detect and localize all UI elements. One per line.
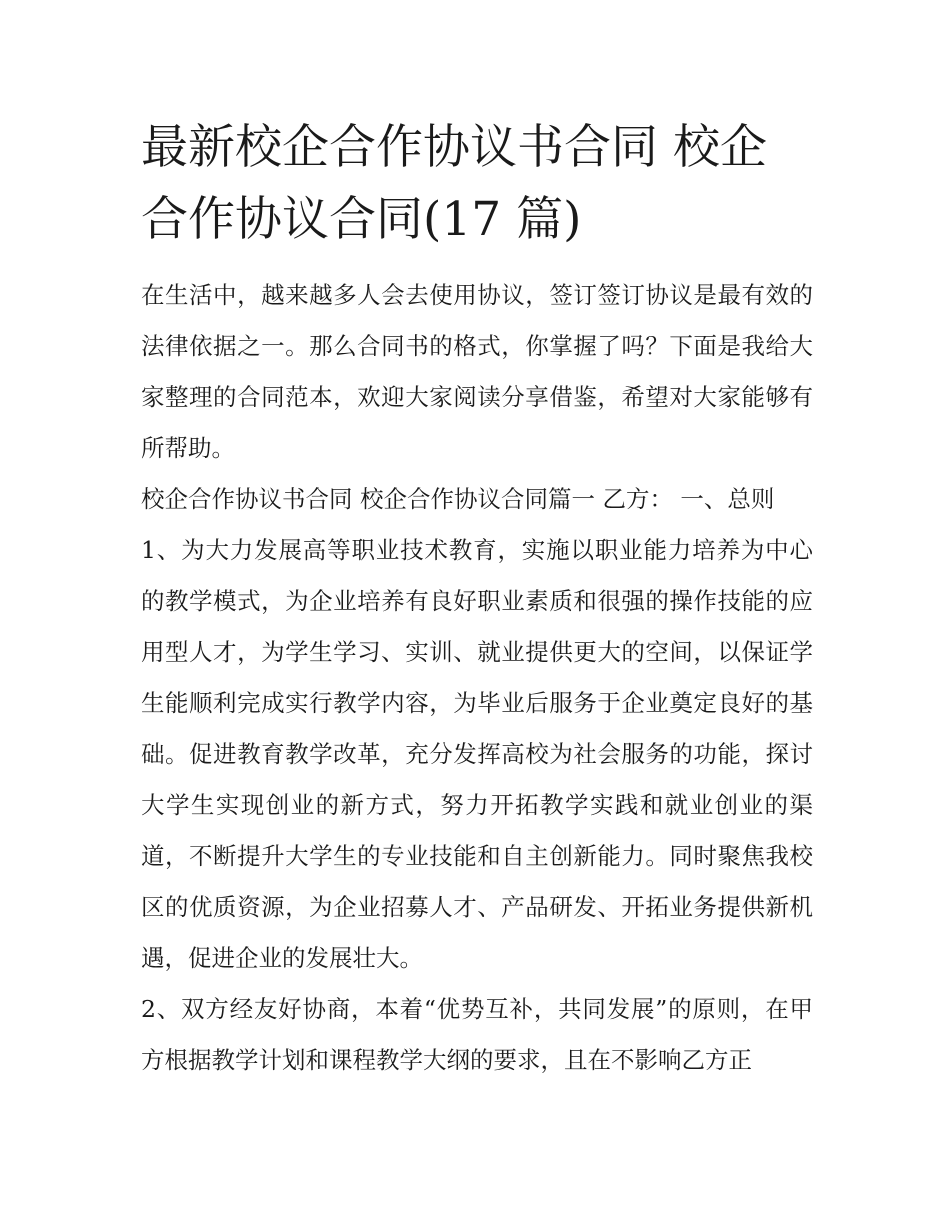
clause-1-paragraph: 1、为大力发展高等职业技术教育，实施以职业能力培养为中心的教学模式，为企业培养有良好职业素质和很强的操作技能的应用型人才，为学生学习、实训、就业提供更大的空间，以保证学生能顺利完成实行教学内容，为毕业后服务于企业奠定良好的基础。促进教育教学改革，充分发挥高校为社会服务的功能，探讨大学生实现创业的新方式，努力开拓教学实践和就业创业的渠道，不断提升大学生的专业技能和自主创新能力。同时聚焦我校区的优质资源，为企业招募人才、产品研发、开拓业务提供新机遇，促进企业的发展壮大。 <box>141 536 813 972</box>
clause-2-paragraph: 2、双方经友好协商，本着“优势互补，共同发展”的原则，在甲方根据教学计划和课程教学大纲的要求，且在不影响乙方正 <box>141 995 813 1074</box>
intro-paragraph: 在生活中，越来越多人会去使用协议，签订签订协议是最有效的法律依据之一。那么合同书的格式，你掌握了吗？下面是我给大家整理的合同范本，欢迎大家阅读分享借鉴，希望对大家能够有所帮助。 <box>141 281 813 462</box>
document-title: 最新校企合作协议书合同 校企合作协议合同(17 篇) <box>141 120 767 247</box>
section-heading-paragraph: 校企合作协议书合同 校企合作协议合同篇一 乙方： 一、总则 <box>141 485 775 513</box>
document-body <box>141 112 813 1086</box>
